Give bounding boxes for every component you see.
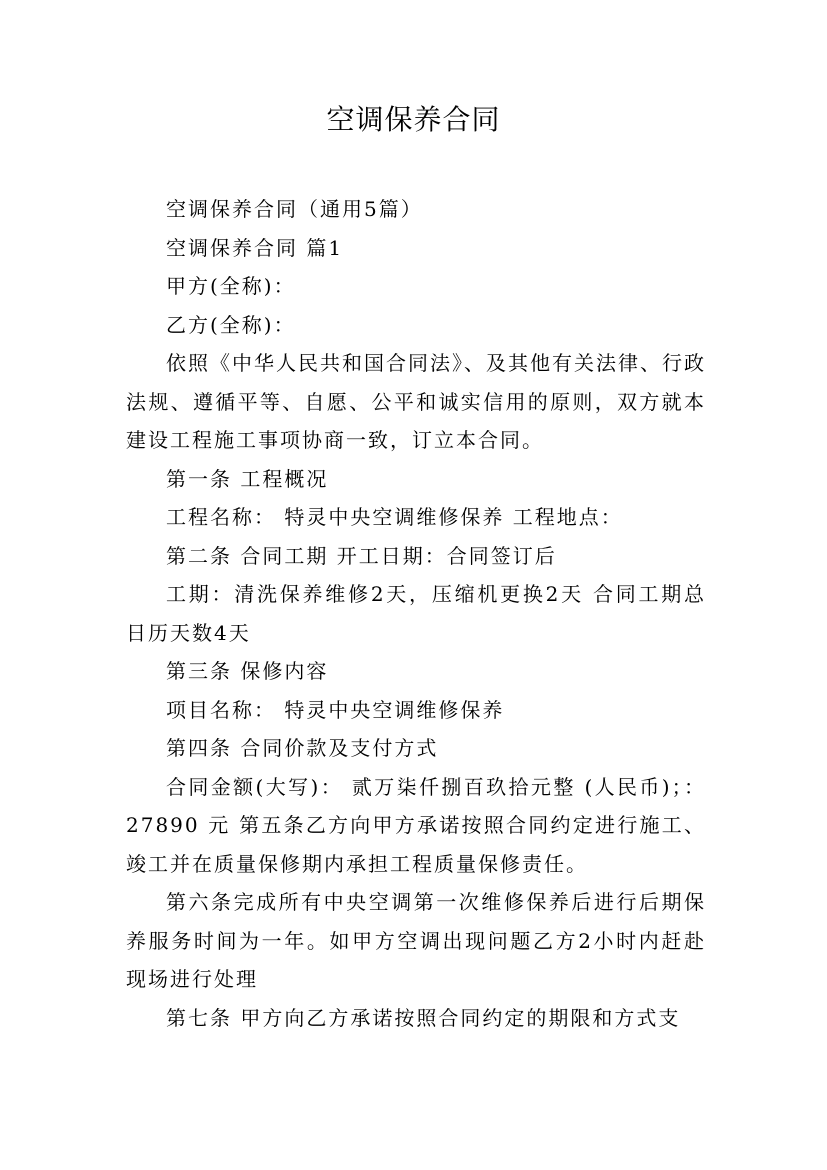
paragraph-contract-amount: 合同金额(大写)： 贰万柒仟捌百玖拾元整 (人民币)；：27890 元 第五条乙方向甲方承诺按照合同约定进行施工、竣工并在质量保修期内承担工程质量保修责任。 bbox=[126, 774, 706, 876]
paragraph-article-4: 第四条 合同价款及支付方式 bbox=[166, 736, 439, 760]
paragraph-preamble: 依照《中华人民共和国合同法》、及其他有关法律、行政法规、遵循平等、自愿、公平和诚实信用的原则，双方就本建设工程施工事项协商一致，订立本合同。 bbox=[126, 351, 706, 452]
document-title: 空调保养合同 bbox=[326, 103, 501, 136]
paragraph-party-b: 乙方(全称)： bbox=[166, 312, 296, 337]
paragraph-project-name: 工程名称： 特灵中央空调维修保养 工程地点： bbox=[166, 505, 623, 529]
paragraph-article-6: 第六条完成所有中央空调第一次维修保养后进行后期保养服务时间为一年。如甲方空调出现问题乙方2小时内赶赴现场进行处理 bbox=[126, 890, 706, 991]
paragraph-article-2: 第二条 合同工期 开工日期：合同签订后 bbox=[166, 543, 557, 568]
paragraph-item-name: 项目名称： 特灵中央空调维修保养 bbox=[166, 697, 505, 722]
paragraph-party-a: 甲方(全称)： bbox=[166, 274, 296, 298]
paragraph-section-heading: 空调保养合同 篇1 bbox=[166, 235, 344, 260]
paragraph-subtitle: 空调保养合同（通用5篇） bbox=[166, 197, 423, 221]
paragraph-duration: 工期：清洗保养维修2天，压缩机更换2天 合同工期总日历天数4天 bbox=[126, 582, 706, 645]
paragraph-article-7: 第七条 甲方向乙方承诺按照合同约定的期限和方式支 bbox=[166, 1005, 681, 1030]
paragraph-article-1: 第一条 工程概况 bbox=[166, 466, 329, 491]
document-body bbox=[126, 190, 706, 1037]
paragraph-article-3: 第三条 保修内容 bbox=[166, 659, 329, 683]
